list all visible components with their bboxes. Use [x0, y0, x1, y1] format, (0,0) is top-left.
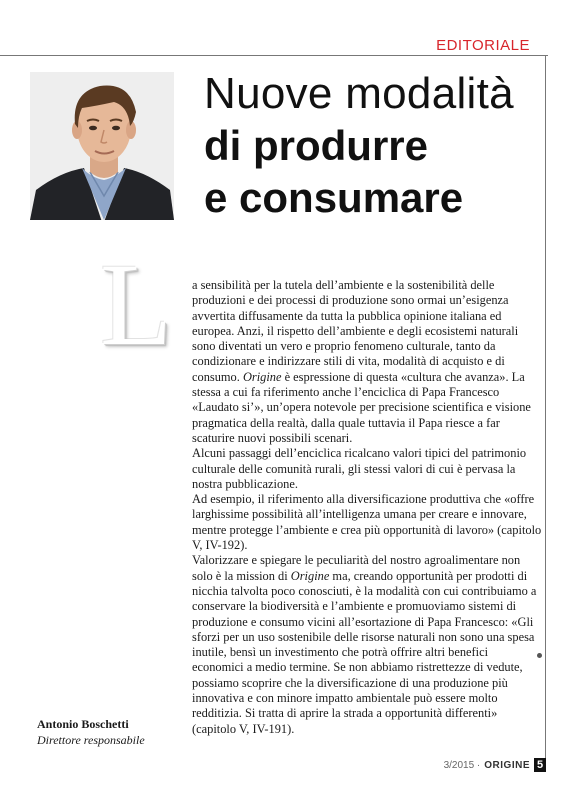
page-number: 5: [534, 758, 546, 772]
author-photo: [30, 72, 174, 220]
headline: [204, 68, 514, 224]
author-signature: [37, 716, 145, 748]
section-label: EDITORIALE: [436, 37, 530, 54]
paragraph-2: Alcuni passaggi dell’enciclica ricalcano valori tipici del patrimonio culturale delle comunità rurali, gli stessi valori di cui è pervasa la nostra pubblicazione.: [192, 446, 527, 491]
side-rule: [545, 55, 546, 761]
article-body: [192, 278, 542, 737]
headline-line-2: di produrre: [204, 122, 429, 169]
headline-line-3: e consumare: [204, 174, 464, 221]
paragraph-1: a sensibilità per la tutela dell’ambiente e la sostenibilità delle produzioni e dei processi di produzione sono ormai un’esigenza avvertita diffusamente da tutta la pubblica opinione italiana ed europea. Anzi, il rispetto dell’ambiente e degli ecosistemi naturali sono diventati un vero e proprio fenomeno culturale, tanto da condizionare e indirizzare stili di vita, modalità di acquisto e di consumo. Origine è espressione di questa «cultura che avanza». La stessa a cui fa riferimento anche l’enciclica di Papa Francesco «Laudato si’», un’opera notevole per precisione scientifica e visione pragmatica della realtà, dalla quale tuttavia il Papa riesce a far scaturire nuovi possibili scenari.: [192, 278, 531, 445]
author-role: Direttore responsabile: [37, 733, 145, 747]
end-bullet: [537, 653, 542, 658]
paragraph-3: Ad esempio, il riferimento alla diversificazione produttiva che «offre larghissime possibilità all’intelligenza umana per creare e innovare, mentre protegge l’ambiente e crea più opportunità di lavoro» (capitolo V, IV-192).: [192, 492, 542, 553]
top-rule: [0, 55, 548, 56]
issue-date: 3/2015 ·: [443, 759, 481, 771]
paragraph-4: Valorizzare e spiegare le peculiarità del nostro agroalimentare non solo è la mission di Origine ma, creando opportunità per prodotti di nicchia talvolta poco conosciuti, è la modalità con cui contribuiamo a conservare la biodiversità e l’ambiente e promuoviamo sistemi di produzione e consumo vicini all’esortazione di Papa Francesco: «Gli sforzi per un uso sostenibile delle risorse naturali non sono una spesa inutile, bensì un investimento che potrà offrire altri benefici economici a medio termine. Se non abbiamo ristrettezze di vedute, possiamo scoprire che la diversificazione di una produzione più innovativa e con minore impatto ambientale può essere molto redditizia. Si tratta di aprire la strada a opportunità differenti» (capitolo V, IV-191).: [192, 553, 537, 736]
author-portrait-image: [30, 72, 174, 220]
page-footer: [444, 758, 546, 772]
author-name: Antonio Boschetti: [37, 717, 129, 731]
headline-line-1: Nuove modalità: [204, 69, 514, 118]
magazine-name: ORIGINE: [484, 759, 530, 771]
drop-cap: L: [100, 239, 173, 370]
